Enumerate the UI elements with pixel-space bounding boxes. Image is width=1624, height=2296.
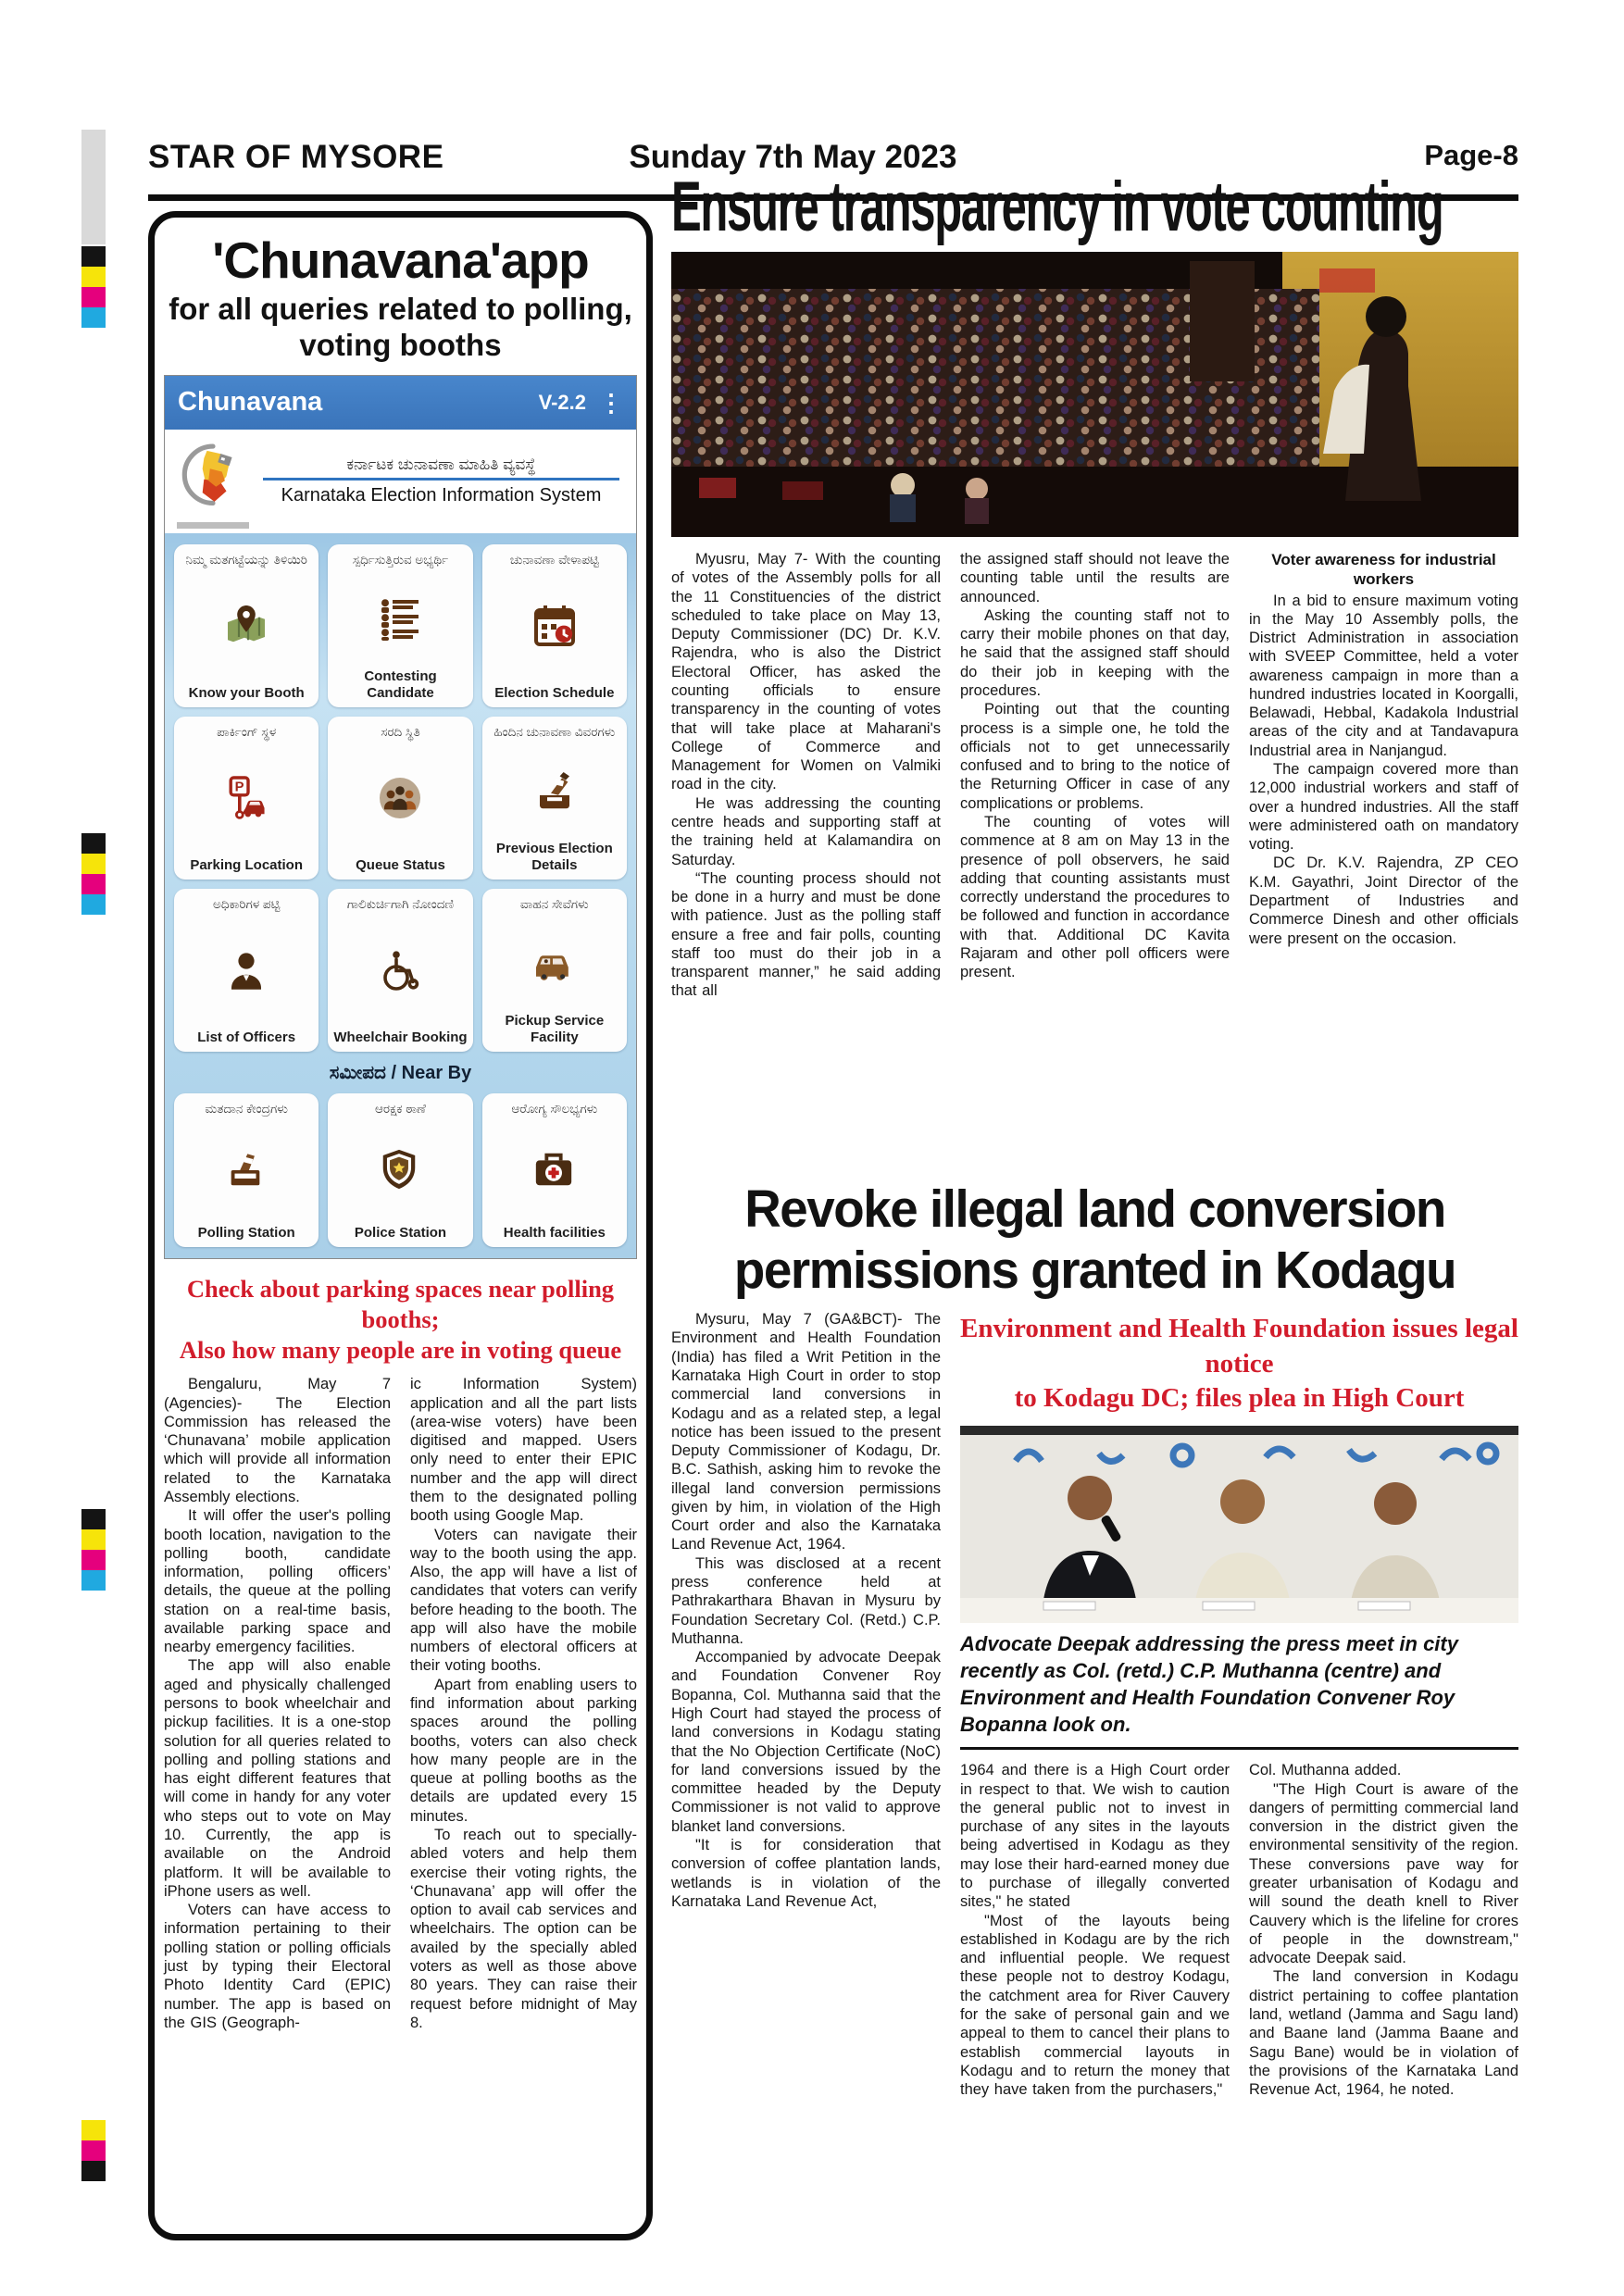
kodagu-right-block <box>960 1310 1518 2223</box>
app-version: V-2.2 <box>538 390 586 414</box>
pickup-car-icon <box>532 941 577 985</box>
tile-label-kannada: ವಾಹನ ಸೇವೆಗಳು <box>519 896 589 911</box>
app-identity-text <box>254 455 629 506</box>
app-title-bar <box>165 376 636 430</box>
tile-contesting-candidate[interactable] <box>328 544 472 707</box>
right-articles-zone <box>671 168 1518 2223</box>
reg-black-square <box>81 1509 106 1529</box>
tile-label-english: Pickup Service Facility <box>505 1013 605 1045</box>
paragraph: The campaign covered more than 12,000 industrial workers and staff of over a hundred industries. All the staff were administered oath on mandatory voting. <box>1249 761 1518 854</box>
paragraph: "It is for consideration that conversion of coffee plantation lands, wetlands is in violation of the Karnataka Land Revenue Act, <box>671 1836 941 1910</box>
people-queue-icon <box>378 776 422 820</box>
reg-yellow-square <box>81 1529 106 1550</box>
election-commission-logo <box>172 439 254 524</box>
kodagu-column-1 <box>671 1310 941 2223</box>
police-shield-icon <box>378 1148 422 1192</box>
tile-health-facilities[interactable] <box>482 1093 627 1247</box>
paragraph: "The High Court is aware of the dangers of permitting commercial land conversion in the district given the environmental sensitivity of the region. These conversions pave way for greater urbanisation of Kodagu and will sound the death knell to River Cauvery which is the lifeline for crores of people in the downstream," advocate Deepak said. <box>1249 1780 1518 1967</box>
kodagu-column-2 <box>960 1761 1230 2099</box>
reg-magenta-square <box>81 874 106 894</box>
tile-know-your-booth[interactable] <box>174 544 319 707</box>
paragraph: "Most of the layouts being established in Kodagu are by the rich and influential people. We request these people not to destroy Kodagu, the catchment area for River Cauvery for the sake of personal gain and we appeal to them to cancel their plans to establish commercial layouts in Kodagu and to return the money that they have taken from the purchasers," <box>960 1912 1230 2099</box>
tile-election-schedule[interactable] <box>482 544 627 707</box>
paragraph: The app will also enable aged and physically challenged persons to book wheelchair and pickup facilities. It is a one-stop solution for all queries related to polling and polling stations and has eight different features that will come in handy for any voter who steps out to vote on May 10. Currently, the app is available on the Android platform. It will be available to iPhone users as well. <box>164 1657 391 1900</box>
tile-label-english: Know your Booth <box>188 684 305 701</box>
tile-label-kannada: ಆರೋಗ್ಯ ಸೌಲಭ್ಯಗಳು <box>511 1101 598 1116</box>
chunavana-app-screenshot <box>164 375 637 1259</box>
vote-counting-crowd-photo <box>671 252 1518 537</box>
calendar-clock-icon <box>532 604 577 648</box>
paragraph: Myusru, May 7- With the counting of votes of the Assembly polls for all the 11 Constituencies of the district scheduled to take place on May 13, Deputy Commissioner (DC) Dr. K.V. Rajendra, who is also the District Electoral Officer, has asked the counting officials to ensure transparency in the counting of votes that will take place at Maharani's College of Commerce and Management for Women on Valmiki road in the city. <box>671 551 941 793</box>
identity-divider <box>263 478 619 480</box>
chunavana-red-deck <box>164 1274 637 1366</box>
tile-police-station[interactable] <box>328 1093 472 1247</box>
paragraph: 1964 and there is a High Court order in respect to that. We wish to caution the general public not to invest in purchase of any sites in the layouts being advertised in Kodagu as they may lose their hard-earned money due to purchase of illegally converted sites," he stated <box>960 1762 1230 1911</box>
red-deck-line2: Also how many people are in voting queue <box>179 1336 622 1365</box>
chunavana-body-columns <box>164 1375 637 2032</box>
paragraph: It will offer the user's polling booth location, navigation to the polling booth, candidate information, polling officers’ details, the queue at the polling station on a real-time basis, available parking space and nearby emergency facilities. <box>164 1507 391 1656</box>
tile-label-english: List of Officers <box>197 1029 296 1045</box>
photo-caption: Advocate Deepak addressing the press meet in city recently as Col. (retd.) C.P. Muthanna (centre) and Environment and Health Foundation Convener Roy Bopanna look on. <box>960 1623 1518 1750</box>
tile-label-kannada: ಅಧಿಕಾರಿಗಳ ಪಟ್ಟಿ <box>212 896 281 911</box>
paragraph: Accompanied by advocate Deepak and Foundation Convener Roy Bopanna, Col. Muthanna said that the High Court had stayed the process of land conversions in Kodagu stating that the No Objection Certificate (NoC) for land conversions issued by the committee headed by the Deputy Commissioner is not valid to approve blanket land conversions. <box>671 1649 941 1835</box>
tile-label-english: Police Station <box>354 1224 447 1241</box>
tile-label-kannada: ಆರಕ್ಷಕ ಠಾಣೆ <box>375 1101 426 1116</box>
app-tile-grid <box>165 533 636 1258</box>
reg-magenta-square <box>81 2140 106 2161</box>
tile-label-kannada: ಮತದಾನ ಕೇಂದ್ರಗಳು <box>205 1101 288 1116</box>
reg-gray-bar <box>81 130 106 244</box>
vote-counting-headline: Ensure transparency in vote counting <box>671 168 1443 246</box>
paragraph: the assigned staff should not leave the counting table until the results are announced. <box>960 551 1230 605</box>
tile-polling-station[interactable] <box>174 1093 319 1247</box>
kodagu-column-3 <box>1249 1761 1518 2099</box>
paragraph: Pointing out that the counting process is a simple one, he told the officials not to get unnecessarily confused and to bring to the notice of the Returning Officer in case of any complications or problems. <box>960 701 1230 812</box>
paragraph: Asking the counting staff not to carry their mobile phones on that day, he said that the assigned staff should do their job in keeping with the procedures. <box>960 606 1230 699</box>
paragraph: He was addressing the counting centre heads and supporting staff at the training held at Kalamandira on Saturday. <box>671 794 941 868</box>
tile-label-english: Health facilities <box>503 1224 606 1241</box>
logo-caption-bar <box>177 522 249 529</box>
first-aid-icon <box>532 1148 577 1192</box>
reg-magenta-square <box>81 1550 106 1570</box>
press-meet-photo <box>960 1426 1518 1623</box>
tile-label-english: Polling Station <box>197 1224 295 1241</box>
tile-queue-status[interactable] <box>328 717 472 880</box>
paragraph: Col. Muthanna added. <box>1249 1762 1402 1779</box>
red-deck-line1: Check about parking spaces near polling booths; <box>186 1274 615 1333</box>
reg-magenta-square <box>81 287 106 307</box>
kodagu-headline <box>688 1179 1501 1301</box>
reg-cyan-square <box>81 1570 106 1591</box>
paragraph: Voters can have access to information pertaining to their polling station or polling officials just by typing their Electoral Photo Identity Card (EPIC) number. The app is based on the GIS (Geograph- <box>164 1902 391 2031</box>
tile-label-kannada: ನಿಮ್ಮ ಮತಗಟ್ಟೆಯನ್ನು ತಿಳಿಯಿರಿ <box>185 552 307 567</box>
voter-awareness-subhead: Voter awareness for industrial workers <box>1271 551 1496 589</box>
tile-label-kannada: ಸ್ಪರ್ಧಿಸುತ್ತಿರುವ ಅಭ್ಯರ್ಥಿ <box>352 552 449 567</box>
kodagu-deck-line1: Environment and Health Foundation issues legal notice <box>960 1314 1518 1379</box>
reg-cyan-square <box>81 307 106 328</box>
tile-label-kannada: ಪಾರ್ಕಿಂಗ್ ಸ್ಥಳ <box>217 724 277 739</box>
kebab-menu-icon[interactable]: ⋮ <box>599 388 623 417</box>
reg-yellow-square <box>81 267 106 287</box>
paragraph: In a bid to ensure maximum voting in the May 10 Assembly polls, the District Administration in association with SVEEP Committee, held a voter awareness campaign in more than a hundred industries located in Koorgalli, Belawadi, Hebbal, Kadakola Industrial areas of the city and at Tandavapura Industrial area in Nanjangud. <box>1249 592 1518 759</box>
officer-icon <box>224 948 269 992</box>
vote-counting-columns <box>671 550 1518 1176</box>
paragraph: Bengaluru, May 7 (Agencies)- The Election Commission has released the ‘Chunavana’ mobile application which will provide all information related to the Karnataka Assembly elections. <box>164 1376 391 1505</box>
paragraph: Mysuru, May 7 (GA&BCT)- The Environment and Health Foundation (India) has filed a Writ Petition in the Karnataka High Court in order to stop commercial land conversions in Kodagu and as a related step, a legal notice has been issued to the present Deputy Commissioner of Kodagu, Dr. B.C. Sathish, asking him to revoke the illegal land conversion permissions given by him, in violation of the High Court order and also the Karnataka Land Revenue Act, 1964. <box>671 1311 941 1554</box>
kodagu-headline-line1: Revoke illegal land conversion <box>744 1179 1445 1239</box>
paragraph: The land conversion in Kodagu district pertaining to coffee plantation land, wetland (Jamma and Sagu land) and Baane land (Jamma Baane and Sagu Bane) would be in violation of the provisions of the Karnataka Land Revenue Act, 1964, he noted. <box>1249 1968 1518 2099</box>
chunavana-column-1 <box>164 1375 391 2032</box>
tile-label-english: Contesting Candidate <box>364 668 437 701</box>
vote-column-1 <box>671 550 941 1176</box>
tile-label-english: Wheelchair Booking <box>333 1029 468 1045</box>
tile-label-english: Parking Location <box>190 856 303 873</box>
wheelchair-icon <box>378 948 422 992</box>
tile-label-kannada: ಹಿಂದಿನ ಚುನಾವಣಾ ವಿವರಗಳು <box>493 724 616 739</box>
reg-black-square <box>81 2161 106 2181</box>
tile-list-of-officers[interactable] <box>174 889 319 1052</box>
paragraph: Voters can navigate their way to the booth using the app. Also, the app will have a list of candidates that voters can verify before heading to the booth. The app will also have the mobile numbers of electoral officers at their voting booths. <box>410 1526 637 1675</box>
kodagu-headline-line2: permissions granted in Kodagu <box>733 1240 1456 1300</box>
paragraph: To reach out to specially-abled voters and help them exercise their voting rights, the ‘Chunavana’ app will offer the option to avail cab services and wheelchairs. The option can be availed by the specially abled voters as well as those above 80 years. They can raise their request before midnight of May 8. <box>410 1827 637 2031</box>
issue-date: Sunday 7th May 2023 <box>629 139 957 175</box>
ballot-box-icon <box>224 1148 269 1192</box>
vote-column-3 <box>1249 550 1518 1176</box>
reg-yellow-square <box>81 854 106 874</box>
parking-car-icon <box>224 776 269 820</box>
tile-pickup-service[interactable] <box>482 889 627 1052</box>
chunavana-subhead: for all queries related to polling, voting booths <box>169 292 632 362</box>
chunavana-article-box <box>148 211 653 2240</box>
map-pin-icon <box>224 604 269 648</box>
reg-yellow-square <box>81 2120 106 2140</box>
app-identity-strip <box>165 430 636 533</box>
page-number: Page-8 <box>1424 139 1518 171</box>
tile-label-kannada: ಗಾಲಿಕುರ್ಚಿಗಾಗಿ ನೋಂದಣಿ <box>346 896 455 911</box>
tile-label-english: Previous Election Details <box>495 841 613 873</box>
kodagu-article-body <box>671 1310 1518 2223</box>
tile-label-english: Election Schedule <box>494 684 615 701</box>
paper-title: STAR OF MYSORE <box>148 139 444 175</box>
tile-label-english: Queue Status <box>356 856 445 873</box>
tile-parking-location[interactable] <box>174 717 319 880</box>
reg-black-square <box>81 246 106 267</box>
candidate-list-icon <box>378 596 422 641</box>
svg-text:P: P <box>234 780 244 795</box>
kodagu-deck-line2: to Kodagu DC; files plea in High Court <box>1014 1383 1465 1414</box>
paragraph: ic Information System) application and all the part lists (area-wise voters) have been digitised and mapped. Users only need to enter their EPIC number and the app will direct them to the designated polling booth using Google Map. <box>410 1376 637 1525</box>
paragraph: DC Dr. K.V. Rajendra, ZP CEO K.M. Gayathri, Joint Director of the Department of Industries and Commerce Dinesh and other officials were present on the occasion. <box>1249 855 1518 947</box>
vote-column-2 <box>960 550 1230 1176</box>
ballot-hand-icon <box>532 768 577 813</box>
nearby-section-header: ಸಮೀಪದ / Near By <box>329 1062 472 1083</box>
paragraph: Apart from enabling users to find information about parking spaces around the polling booths, voters can also check how many people are in the queue at polling booths as the details are updated every 15 minutes. <box>410 1676 637 1825</box>
org-title-english: Karnataka Election Information System <box>281 485 602 506</box>
tile-label-kannada: ಚುನಾವಣಾ ವೇಳಾಪಟ್ಟಿ <box>509 552 599 567</box>
paragraph: The counting of votes will commence at 8 am on May 13 in the presence of poll observers, he said adding that counting assistants must correctly understand the procedures to be followed and function in accordance with that. Additional DC Kavita Rajaram and other poll officers were present. <box>960 813 1230 981</box>
org-title-kannada: ಕರ್ನಾಟಕ ಚುನಾವಣಾ ಮಾಹಿತಿ ವ್ಯವಸ್ಥೆ <box>346 455 536 474</box>
kodagu-lower-columns <box>960 1761 1518 2099</box>
tile-label-kannada: ಸರದಿ ಸ್ಥಿತಿ <box>381 724 420 739</box>
paragraph: “The counting process should not be done in a hurry and must be done with patience. Just as the polling staff ensure a free and fair polls, counting staff too must do their job in a transparent manner,” he said adding that all <box>671 869 941 1000</box>
kodagu-red-deck <box>960 1312 1518 1416</box>
tile-wheelchair-booking[interactable] <box>328 889 472 1052</box>
paragraph: This was disclosed at a recent press conference held at Pathrakarthara Bhavan in Mysuru by Foundation Secretary Col. (Retd.) C.P. Muthanna. <box>671 1554 941 1647</box>
chunavana-column-2 <box>410 1375 637 2032</box>
chunavana-headline: 'Chunavana'app <box>212 231 589 289</box>
reg-cyan-square <box>81 894 106 915</box>
reg-black-square <box>81 833 106 854</box>
app-title: Chunavana <box>178 387 323 418</box>
tile-previous-election-details[interactable] <box>482 717 627 880</box>
